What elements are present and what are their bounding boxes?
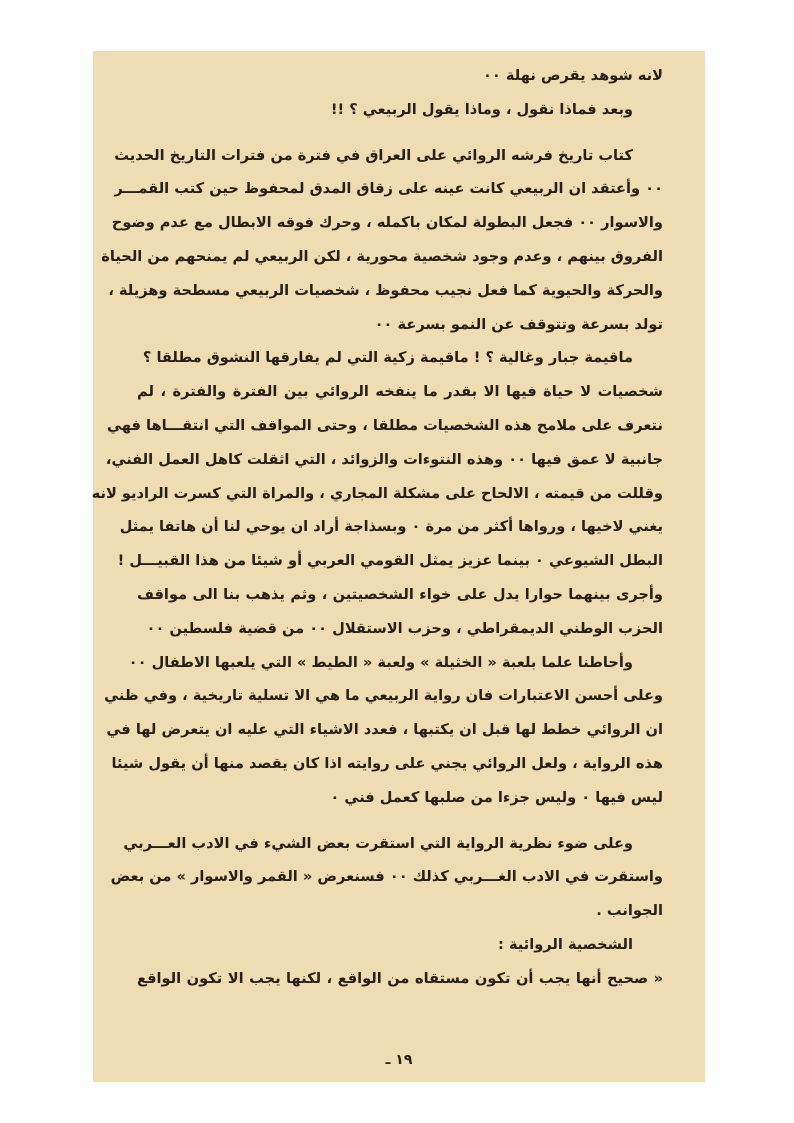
text-line: وأجرى بينهما حوارا يدل على خواء الشخصيتين ، وثم يذهب بنا الى مواقف (137, 585, 663, 603)
text-line: « صحيح أنها يجب أن تكون مستقاه من الواقع ، لكنها يجب الا تكون الواقع (137, 969, 663, 987)
text-line: ان الروائي خطط لها قبل ان يكتبها ، فعدد الاشياء التي عليه ان يتعرض لها في (106, 721, 663, 739)
text-line: وعلى أحسن الاعتبارات فان رواية الربيعي ما هي الا تسلية تاريخية ، وفي ظني (104, 687, 663, 705)
text-line: الفروق بينهم ، وعدم وجود شخصية محورية ، لكن الربيعي لم يمنحهم من الحياة (101, 247, 663, 265)
text-line: واستقرت في الادب الغـــربي كذلك ٠٠ فسنعرض « القمر والاسوار » من بعض (110, 868, 663, 886)
book-page (93, 51, 705, 1082)
text-line: ليس فيها ٠ وليس جزءا من صلبها كعمل فني ٠ (330, 788, 663, 806)
text-line: نتعرف على ملامح هذه الشخصيات مطلقا ، وحتى المواقف التي انتقـــاها فهي (107, 416, 663, 434)
text-line: لانه شوهد يقرص نهلة ٠٠ (482, 67, 663, 84)
body-text (91, 59, 663, 996)
section-heading: الشخصية الروائية : (498, 935, 633, 953)
text-line: وأحاطنا علما بلعبة « الخثيلة » ولعبة « الطيط » التي يلعبها الاطفال ٠٠ (128, 653, 633, 671)
text-line: البطل الشيوعي ٠ بينما عزيز يمثل القومي العربي أو شيئا من هذا القبيـــل ! (117, 552, 663, 570)
text-line: تولد بسرعة وتتوقف عن النمو بسرعة ٠٠ (374, 315, 663, 333)
text-line: وقللت من قيمته ، الالحاح على مشكلة المجاري ، والمراة التي كسرت الراديو لانه (91, 484, 663, 502)
page-number: ١٩ ـ (385, 1052, 413, 1068)
text-line: والاسوار ٠٠ فجعل البطولة لمكان باكمله ، وحرك فوقه الابطال مع عدم وضوح (111, 214, 663, 232)
text-line: وبعد فماذا نقول ، وماذا يقول الربيعي ؟ !! (330, 100, 633, 118)
text-line: الجوانب . (596, 902, 663, 920)
text-line: يغني لاخيها ، ورواها أكثر من مرة ٠ وبسذاجة أراد ان يوحي لنا أن هاتفا يمثل (119, 518, 663, 536)
text-line: وعلى ضوء نظرية الرواية التي استقرت بعض الشيء في الادب العـــربي (123, 834, 633, 852)
text-line: هذه الرواية ، ولعل الروائي يجني على روايته اذا كان يقصد منها أن يقول شيئا (111, 754, 663, 772)
text-line: شخصيات لا حياة فيها الا بقدر ما ينفخه الروائي بين الفترة والفترة ، لم (137, 383, 663, 401)
text-line: ماقيمة جبار وغالية ؟ ! ماقيمة زكية التي لم يفارقها النشوق مطلقا ؟ (142, 349, 633, 367)
text-line: ٠٠ وأعتقد ان الربيعي كانت عينه على زقاق المدق لمحفوظ حين كتب القمـــر (114, 180, 663, 198)
text-line: كتاب تاريخ فرشه الروائي على العراق في فترة من فترات التاريخ الحديث (114, 146, 633, 164)
paragraph-gap (137, 127, 663, 139)
paragraph-gap (137, 815, 663, 827)
text-line: الحزب الوطني الديمقراطي ، وحزب الاستقلال ٠٠ من قضية فلسطين ٠٠ (146, 619, 663, 637)
text-line: والحركة والحيوية كما فعل نجيب محفوظ ، شخصيات الربيعي مسطحة وهزيلة ، (108, 281, 663, 299)
text-line: جانبية لا عمق فيها ٠٠ وهذه النتوءات والزوائد ، التي اثقلت كاهل العمل الفني، (105, 450, 663, 468)
